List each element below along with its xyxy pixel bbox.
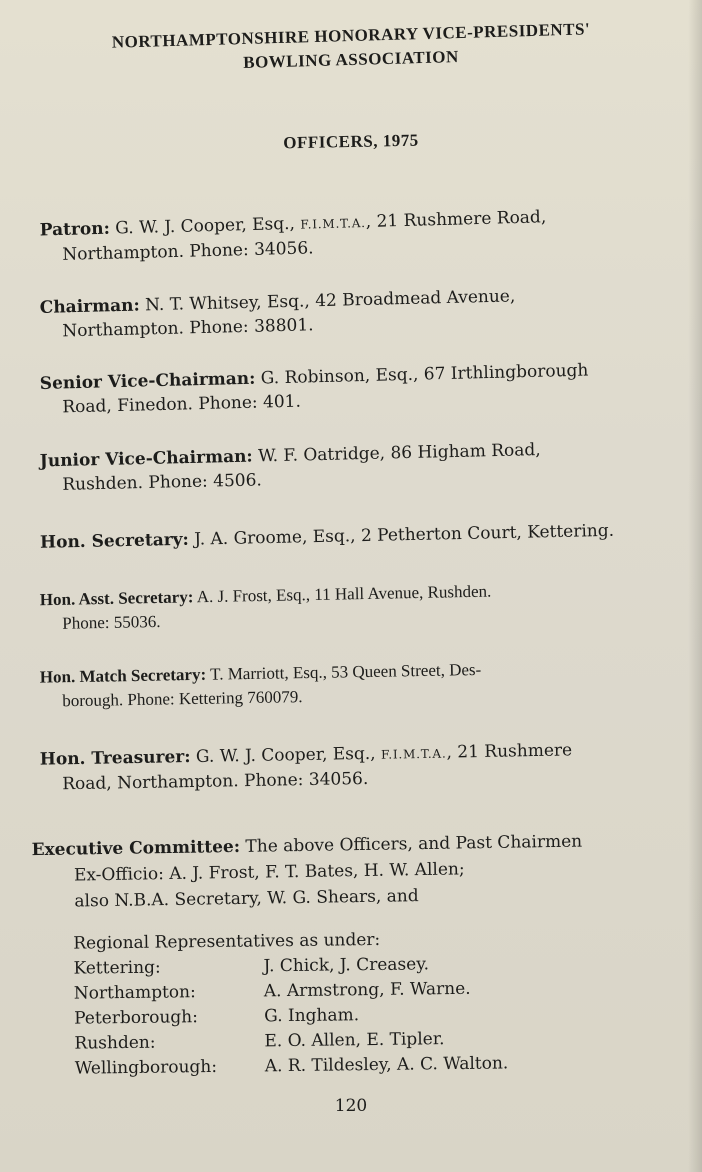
officer-text: G. W. J. Cooper, Esq.,: [115, 213, 301, 239]
officer-continuation: Phone: 55036.: [62, 611, 161, 633]
officer-role: Junior Vice-Chairman:: [39, 446, 253, 472]
officer-role: Patron:: [39, 218, 111, 241]
officer-text: J. A. Groome, Esq., 2 Petherton Court, Kettering.: [194, 520, 615, 550]
officer-entry-chairman: [40, 280, 691, 344]
officer-continuation: borough. Phone: Kettering 760079.: [62, 687, 303, 711]
officer-role: Hon. Treasurer:: [39, 747, 191, 770]
officer-continuation: Northampton. Phone: 34056.: [62, 238, 314, 265]
regional-representatives: [73, 924, 675, 1081]
officer-continuation: Road, Northampton. Phone: 34056.: [62, 768, 369, 795]
section-title: OFFICERS, 1975: [283, 130, 419, 153]
region-name: Northampton:: [73, 982, 196, 1004]
officer-text: G. W. J. Cooper, Esq.,: [195, 743, 382, 767]
executive-line2: Ex-Officio: A. J. Frost, F. T. Bates, H. W. Allen;: [73, 859, 465, 886]
officer-entry-junior-vice-chairman: [40, 435, 691, 498]
officer-text: G. Robinson, Esq., 67 Irthlingborough: [260, 360, 589, 389]
officer-role: Hon. Secretary:: [39, 529, 190, 553]
officer-text: N. T. Whitsey, Esq., 42 Broadmead Avenue,: [144, 286, 516, 316]
officer-role: Hon. Asst. Secretary:: [39, 587, 194, 610]
region-name: Rushden:: [74, 1032, 156, 1054]
region-name: Kettering:: [73, 957, 161, 979]
region-representatives: E. O. Allen, E. Tipler.: [264, 1029, 445, 1052]
region-name: Wellingborough:: [74, 1056, 218, 1079]
officer-text: T. Marriott, Esq., 53 Queen Street, Des-: [209, 659, 482, 684]
officer-continuation: Rushden. Phone: 4506.: [62, 470, 263, 495]
region-representatives: A. Armstrong, F. Warne.: [263, 978, 471, 1002]
officer-role: Chairman:: [39, 295, 140, 318]
officer-text: , 21 Rushmere Road,: [365, 207, 547, 232]
officer-entry-hon-secretary: [40, 517, 690, 555]
page-spine-shadow: [688, 0, 702, 1172]
executive-role: Executive Committee:: [31, 836, 241, 861]
page-number: 120: [334, 1096, 368, 1116]
officer-role: Hon. Match Secretary:: [39, 664, 207, 687]
officer-entry-senior-vice-chairman: [40, 356, 691, 420]
officer-qualification: F.I.M.T.A.: [380, 746, 447, 762]
officer-entry-hon-asst-secretary: [40, 576, 691, 636]
officer-text: A. J. Frost, Esq., 11 Hall Avenue, Rushden.: [196, 581, 492, 607]
association-title-line2: BOWLING ASSOCIATION: [242, 46, 460, 73]
officer-qualification: F.I.M.T.A.: [300, 215, 366, 232]
executive-line1: The above Officers, and Past Chairmen: [245, 831, 583, 857]
officer-text: , 21 Rushmere: [446, 740, 573, 763]
officer-continuation: Road, Finedon. Phone: 401.: [62, 391, 302, 418]
officer-entry-patron: [39, 202, 690, 268]
officer-role: Senior Vice-Chairman:: [39, 368, 256, 394]
officer-entry-hon-treasurer: [40, 736, 691, 796]
regional-intro: Regional Representatives as under:: [73, 929, 381, 954]
officer-text: W. F. Oatridge, 86 Higham Road,: [257, 440, 541, 467]
region-representatives: A. R. Tildesley, A. C. Walton.: [264, 1053, 509, 1077]
association-title-line1: NORTHAMPTONSHIRE HONORARY VICE-PRESIDENTS': [111, 19, 591, 52]
officer-entry-hon-match-secretary: [40, 654, 691, 713]
region-representatives: G. Ingham.: [264, 1005, 360, 1027]
executive-line3: also N.B.A. Secretary, W. G. Shears, and: [74, 886, 419, 912]
officer-continuation: Northampton. Phone: 38801.: [62, 315, 314, 342]
region-representatives: J. Chick, J. Creasey.: [263, 954, 430, 977]
executive-committee: [31, 827, 692, 915]
region-name: Peterborough:: [74, 1007, 199, 1029]
